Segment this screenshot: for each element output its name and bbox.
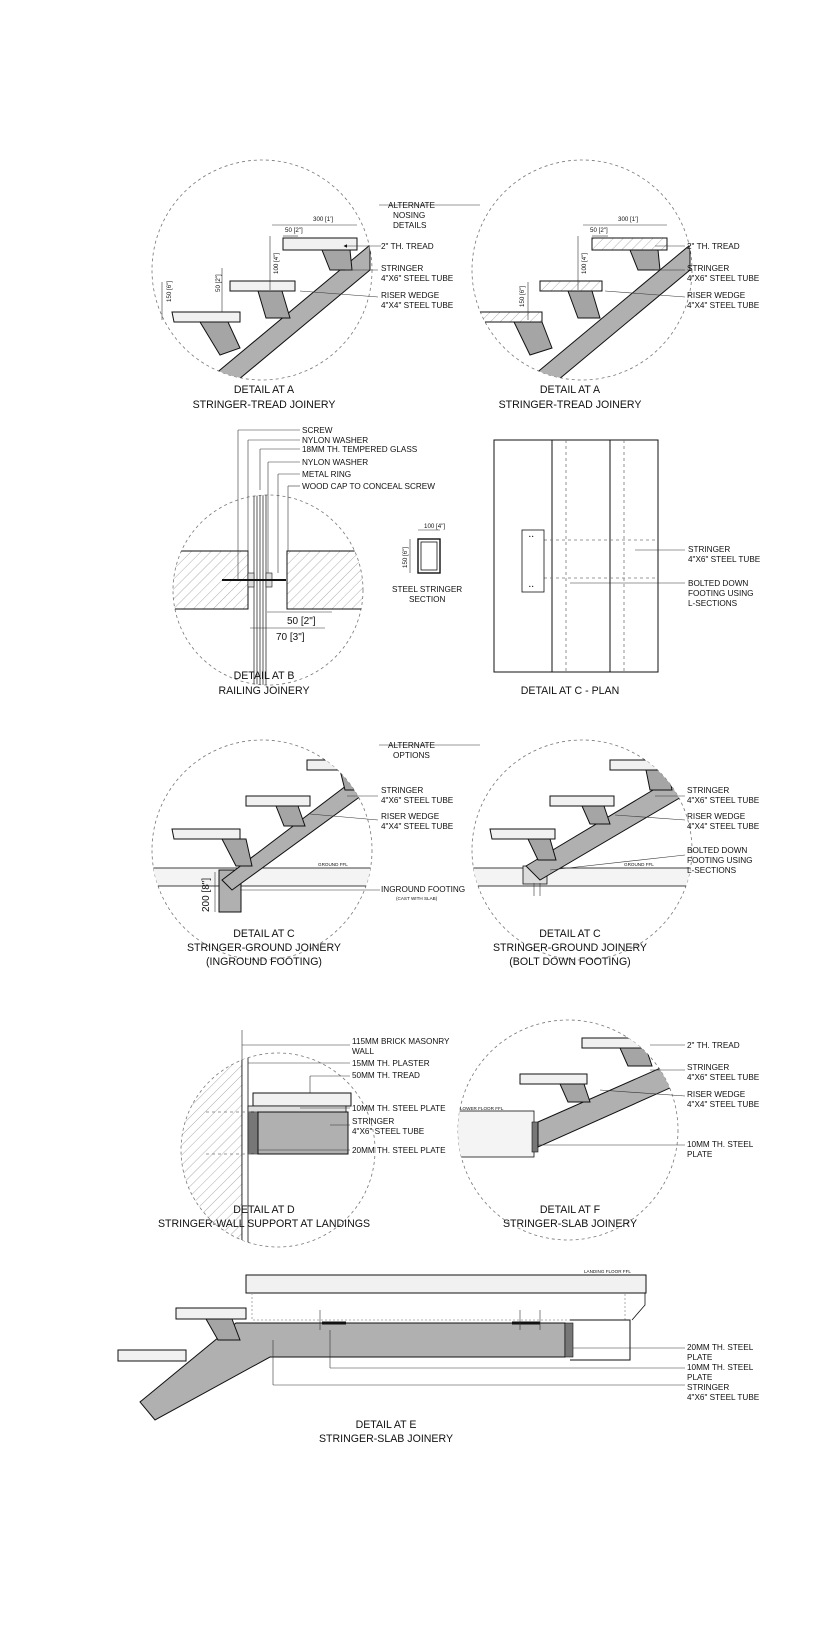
- bolted-label-1: BOLTED DOWN: [688, 579, 749, 588]
- landing-ffl: LANDING FLOOR FFL: [584, 1269, 631, 1274]
- plate-label-1: 10MM TH. STEEL: [687, 1140, 754, 1149]
- dim-200: 200 [8"]: [201, 877, 212, 912]
- caption-e-line1: DETAIL AT E: [355, 1419, 417, 1431]
- alternate-line2: OPTIONS: [393, 751, 430, 760]
- stringer-label-1: STRINGER: [687, 1063, 730, 1072]
- dim-70: 70 [3"]: [276, 632, 305, 643]
- section-label-2: SECTION: [409, 595, 446, 604]
- stringer-label-1: STRINGER: [688, 545, 731, 554]
- dim-150: 150 [6"]: [166, 280, 173, 302]
- riser-label-2: 4"X4" STEEL TUBE: [381, 822, 454, 831]
- stringer-label-2: 4"X6" STEEL TUBE: [687, 1393, 760, 1402]
- screw-label: SCREW: [302, 426, 333, 435]
- caption-a1-line2: STRINGER-TREAD JOINERY: [192, 399, 336, 411]
- stringer-label-2: 4"X6" STEEL TUBE: [688, 555, 761, 564]
- caption-a2-line1: DETAIL AT A: [539, 384, 601, 396]
- plaster-label: 15MM TH. PLASTER: [352, 1059, 430, 1068]
- detail-f: [456, 1020, 760, 1240]
- dim-50a: 50 [2"]: [285, 227, 303, 234]
- riser-label-1: RISER WEDGE: [687, 812, 746, 821]
- stringer-label-2: 4"X6" STEEL TUBE: [687, 796, 760, 805]
- caption-c1-line1: DETAIL AT C: [233, 928, 295, 940]
- plate20-label-1: 20MM TH. STEEL: [687, 1343, 754, 1352]
- dim-50: 50 [2"]: [287, 616, 316, 627]
- stringer-label-1: STRINGER: [687, 786, 730, 795]
- caption-a1-line1: DETAIL AT A: [233, 384, 295, 396]
- plate10-label-1: 10MM TH. STEEL: [687, 1363, 754, 1372]
- bolted-label-2: FOOTING USING: [688, 589, 754, 598]
- nylon-washer-2-label: NYLON WASHER: [302, 458, 369, 467]
- tread-label: 2" TH. TREAD: [687, 242, 740, 251]
- dim-100: 100 [4"]: [424, 523, 446, 530]
- riser-label-1: RISER WEDGE: [381, 812, 440, 821]
- plate20-label: 20MM TH. STEEL PLATE: [352, 1146, 446, 1155]
- caption-b-line1: DETAIL AT B: [233, 670, 295, 682]
- caption-c2-line2: STRINGER-GROUND JOINERY: [492, 942, 648, 954]
- plate10-label-2: PLATE: [687, 1373, 713, 1382]
- riser-label-1: RISER WEDGE: [381, 291, 440, 300]
- alternate-line1: ALTERNATE: [388, 741, 436, 750]
- dim-50a: 50 [2"]: [590, 227, 608, 234]
- bolted-label-1: BOLTED DOWN: [687, 846, 748, 855]
- alternate-line2: NOSING: [393, 211, 426, 220]
- caption-d-line2: STRINGER-WALL SUPPORT AT LANDINGS: [157, 1218, 371, 1230]
- nylon-washer-label: NYLON WASHER: [302, 436, 369, 445]
- stringer-label-1: STRINGER: [352, 1117, 395, 1126]
- caption-c-plan: DETAIL AT C - PLAN: [520, 685, 620, 697]
- detail-a-left: [152, 160, 480, 445]
- brick-label-2: WALL: [352, 1047, 374, 1056]
- caption-c1-line3: (INGROUND FOOTING): [206, 956, 322, 968]
- riser-label-2: 4"X4" STEEL TUBE: [687, 1100, 760, 1109]
- dim-300: 300 [1']: [618, 216, 639, 223]
- riser-label-2: 4"X4" STEEL TUBE: [381, 301, 454, 310]
- section-label-1: STEEL STRINGER: [392, 585, 463, 594]
- tread-label: 2" TH. TREAD: [687, 1041, 740, 1050]
- caption-f-line2: STRINGER-SLAB JOINERY: [502, 1218, 638, 1230]
- dim-300: 300 [1']: [313, 216, 334, 223]
- detail-b: [170, 426, 435, 697]
- plate20-label-2: PLATE: [687, 1353, 713, 1362]
- stringer-label-1: STRINGER: [381, 264, 424, 273]
- detail-a-right: [472, 160, 760, 445]
- caption-b-line2: RAILING JOINERY: [218, 685, 310, 697]
- caption-f-line1: DETAIL AT F: [539, 1204, 601, 1216]
- stringer-label-1: STRINGER: [687, 1383, 730, 1392]
- dim-50b: 50 [2"]: [215, 274, 222, 292]
- ground-ffl: GROUND FFL: [624, 862, 654, 867]
- glass-label: 18MM TH. TEMPERED GLASS: [302, 445, 418, 454]
- stringer-label-2: 4"X6" STEEL TUBE: [381, 796, 454, 805]
- detail-c-inground: [150, 740, 480, 968]
- caption-a2-line2: STRINGER-TREAD JOINERY: [498, 399, 642, 411]
- tread-label: 50MM TH. TREAD: [352, 1071, 420, 1080]
- bolted-label-3: L-SECTIONS: [688, 599, 738, 608]
- stringer-label-2: 4"X6" STEEL TUBE: [352, 1127, 425, 1136]
- dim-100: 100 [4"]: [581, 252, 588, 274]
- riser-label-2: 4"X4" STEEL TUBE: [687, 301, 760, 310]
- detail-c-boltdown: [470, 740, 760, 968]
- footing-label: INGROUND FOOTING: [381, 885, 466, 894]
- caption-c1-line2: STRINGER-GROUND JOINERY: [186, 942, 342, 954]
- steel-stringer-section: [392, 523, 462, 604]
- dim-150: 150 [6"]: [519, 285, 526, 307]
- detail-d: [158, 1030, 450, 1260]
- dim-100: 100 [4"]: [273, 252, 280, 274]
- wood-cap-label: WOOD CAP TO CONCEAL SCREW: [302, 482, 435, 491]
- dim-150: 150 [6"]: [402, 546, 409, 568]
- bolt-dots: • •: [529, 534, 534, 539]
- caption-c2-line1: DETAIL AT C: [539, 928, 601, 940]
- riser-label-1: RISER WEDGE: [687, 1090, 746, 1099]
- plate10-label: 10MM TH. STEEL PLATE: [352, 1104, 446, 1113]
- plate-label-2: PLATE: [687, 1150, 713, 1159]
- caption-c2-line3: (BOLT DOWN FOOTING): [509, 956, 631, 968]
- stringer-label-2: 4"X6" STEEL TUBE: [687, 1073, 760, 1082]
- stringer-label-1: STRINGER: [687, 264, 730, 273]
- bolted-label-3: L-SECTIONS: [687, 866, 737, 875]
- lower-ffl: LOWER FLOOR FFL: [460, 1106, 504, 1111]
- detail-c-plan: [494, 440, 761, 697]
- ground-ffl: GROUND FFL: [318, 862, 348, 867]
- caption-e-line2: STRINGER-SLAB JOINERY: [318, 1433, 454, 1445]
- riser-label-1: RISER WEDGE: [687, 291, 746, 300]
- bolted-label-2: FOOTING USING: [687, 856, 753, 865]
- alternate-line3: DETAILS: [393, 221, 427, 230]
- detail-e: [118, 1269, 760, 1445]
- alternate-line1: ALTERNATE: [388, 201, 436, 210]
- brick-label-1: 115MM BRICK MASONRY: [352, 1037, 450, 1046]
- stringer-label-1: STRINGER: [381, 786, 424, 795]
- caption-d-line1: DETAIL AT D: [233, 1204, 295, 1216]
- bolt-dots: • •: [529, 584, 534, 589]
- metal-ring-label: METAL RING: [302, 470, 352, 479]
- stringer-label-2: 4"X6" STEEL TUBE: [381, 274, 454, 283]
- footing-note: (CAST WITH SLAB): [396, 896, 438, 901]
- stringer-label-2: 4"X6" STEEL TUBE: [687, 274, 760, 283]
- riser-label-2: 4"X4" STEEL TUBE: [687, 822, 760, 831]
- tread-label: 2" TH. TREAD: [381, 242, 434, 251]
